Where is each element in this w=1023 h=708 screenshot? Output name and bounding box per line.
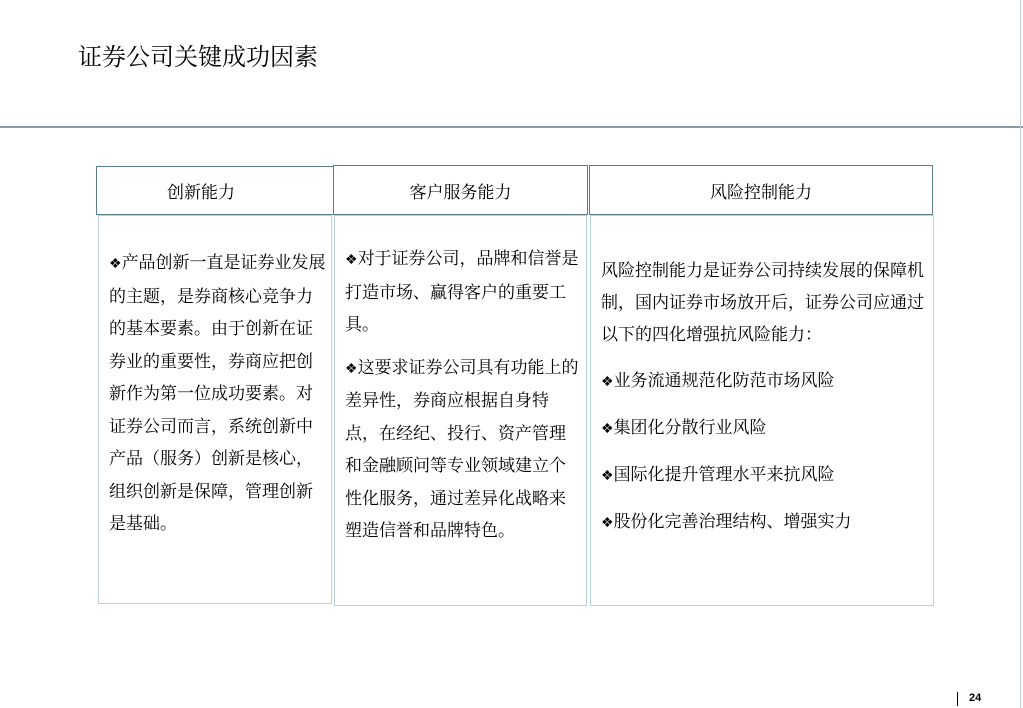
page-number-separator [957,692,958,706]
text-risk-control [601,255,928,539]
paragraph-risk-control-intro: 风险控制能力是证券公司持续发展的保障机制，国内证券市场放开后，证券公司应通过以下的四化增强抗风险能力： [601,261,924,345]
paragraph-innovation-1: ❖ 产品创新一直是证券业发展的主题，是券商核心竞争力的基本要素。由于创新在证券业的重要性，券商应把创新作为第一位成功要素。对证券公司而言，系统创新中产品（服务）创新是核心，组织创新是保障，管理创新是基础。 [109,247,328,541]
header-customer-service-label: 客户服务能力 [409,182,512,203]
paragraph-customer-service-1: ❖ 对于证券公司，品牌和信誉是打造市场、赢得客户的重要工具。 [345,243,579,342]
title-divider [0,126,1023,128]
header-customer-service [333,165,588,215]
slide-title: 证券公司关键成功因素 [78,43,318,71]
header-innovation [96,166,336,215]
text-innovation [109,247,328,541]
header-innovation-label: 创新能力 [167,183,235,203]
header-risk-control [589,165,933,215]
text-customer-service [345,243,579,548]
paragraph-risk-control-2: ❖ 集团化分散行业风险 [601,412,928,445]
right-edge-line [1020,0,1021,708]
paragraph-risk-control-3: ❖ 国际化提升管理水平来抗风险 [601,459,928,492]
paragraph-risk-control-1: ❖ 业务流通规范化防范市场风险 [601,365,928,398]
header-risk-control-label: 风险控制能力 [710,182,812,203]
paragraph-risk-control-4: ❖ 股份化完善治理结构、增强实力 [601,506,928,539]
paragraph-customer-service-2: ❖ 这要求证券公司具有功能上的差异性，券商应根据自身特点，在经纪、投行、资产管理和金融顾问等专业领域建立个性化服务，通过差异化战略来塑造信誉和品牌特色。 [345,352,579,548]
page-number: 24 [969,692,982,704]
